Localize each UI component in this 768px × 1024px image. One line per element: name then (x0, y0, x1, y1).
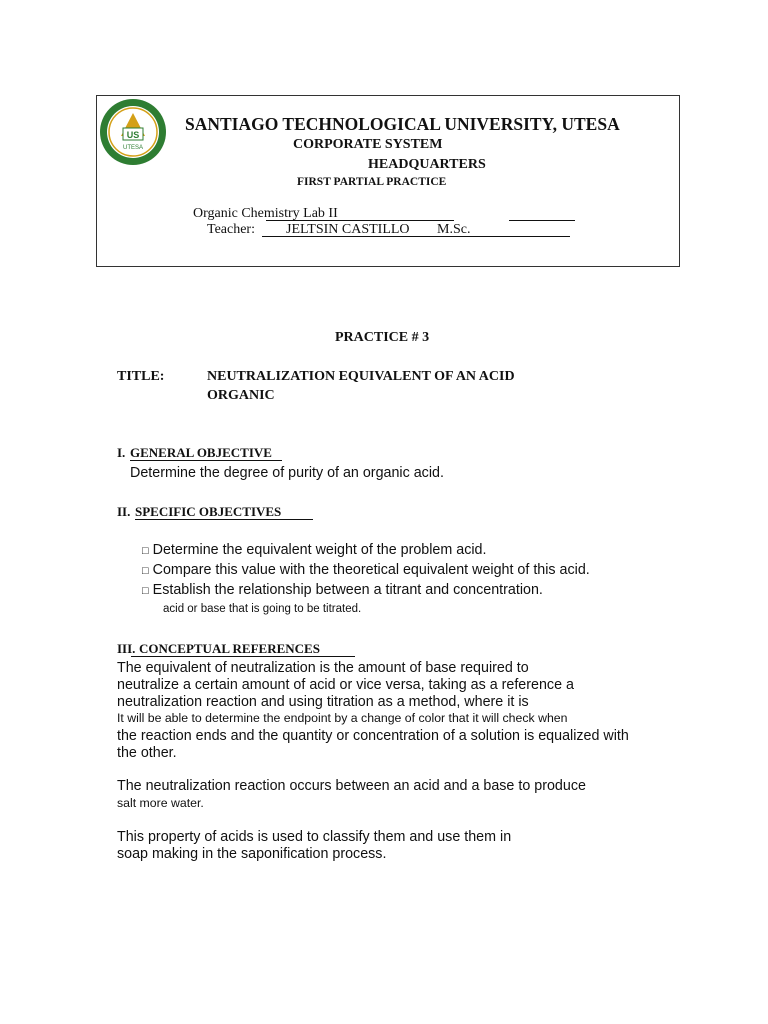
general-objective-numeral: I. (117, 445, 126, 460)
paragraph-line: The equivalent of neutralization is the amount of base required to (117, 660, 529, 676)
svg-text:US: US (126, 130, 140, 140)
paragraph-line: neutralize a certain amount of acid or vice versa, taking as a reference a (117, 677, 574, 693)
checkbox-icon: □ (142, 585, 149, 597)
date-underline (509, 220, 575, 221)
teacher-degree: M.Sc. (437, 222, 471, 237)
paragraph-line-small: salt more water. (117, 796, 204, 810)
paragraph-line: soap making in the saponification process. (117, 846, 387, 862)
university-name: SANTIAGO TECHNOLOGICAL UNIVERSITY, UTESA (185, 114, 620, 134)
utesa-logo (99, 98, 167, 166)
paragraph-line-small: It will be able to determine the endpoint by a change of color that it will check when (117, 711, 568, 725)
paragraph-line: the other. (117, 745, 177, 761)
specific-objective-item: □ Determine the equivalent weight of the problem acid. (142, 542, 487, 558)
specific-objectives-underline (135, 519, 313, 520)
specific-objectives-heading: SPECIFIC OBJECTIVES (135, 504, 282, 519)
paragraph-line: This property of acids is used to classify them and use them in (117, 829, 512, 845)
conceptual-references-numeral: III. (117, 641, 136, 656)
conceptual-references-heading: CONCEPTUAL REFERENCES (139, 641, 320, 656)
specific-objective-continuation: acid or base that is going to be titrated. (163, 603, 362, 615)
general-objective-underline (130, 460, 282, 461)
general-objective-text: Determine the degree of purity of an organic acid. (130, 465, 444, 481)
practice-type: FIRST PARTIAL PRACTICE (297, 176, 447, 188)
paragraph-line: The neutralization reaction occurs between an acid and a base to produce (117, 778, 586, 794)
corporate-system: CORPORATE SYSTEM (293, 137, 443, 152)
practice-number: PRACTICE # 3 (335, 330, 430, 345)
checkbox-icon: □ (142, 565, 149, 577)
course-label: Organic Chemistry Lab II (193, 206, 338, 221)
title-line-2: ORGANIC (207, 388, 275, 403)
paragraph-line: the reaction ends and the quantity or concentration of a solution is equalized with (117, 728, 629, 744)
specific-objective-item: □ Establish the relationship between a titrant and concentration. (142, 582, 543, 598)
teacher-label: Teacher: (207, 222, 255, 237)
title-label: TITLE: (117, 369, 165, 384)
general-objective-heading: GENERAL OBJECTIVE (130, 445, 272, 460)
checkbox-icon: □ (142, 545, 149, 557)
specific-objectives-numeral: II. (117, 504, 131, 519)
headquarters: HEADQUARTERS (368, 157, 486, 172)
course-underline (266, 220, 454, 221)
title-line-1: NEUTRALIZATION EQUIVALENT OF AN ACID (207, 369, 515, 384)
teacher-name: JELTSIN CASTILLO (286, 222, 410, 237)
specific-objective-item: □ Compare this value with the theoretical equivalent weight of this acid. (142, 562, 590, 578)
paragraph-line: neutralization reaction and using titration as a method, where it is (117, 694, 529, 710)
svg-text:UTESA: UTESA (122, 145, 144, 151)
conceptual-references-underline (131, 656, 355, 657)
